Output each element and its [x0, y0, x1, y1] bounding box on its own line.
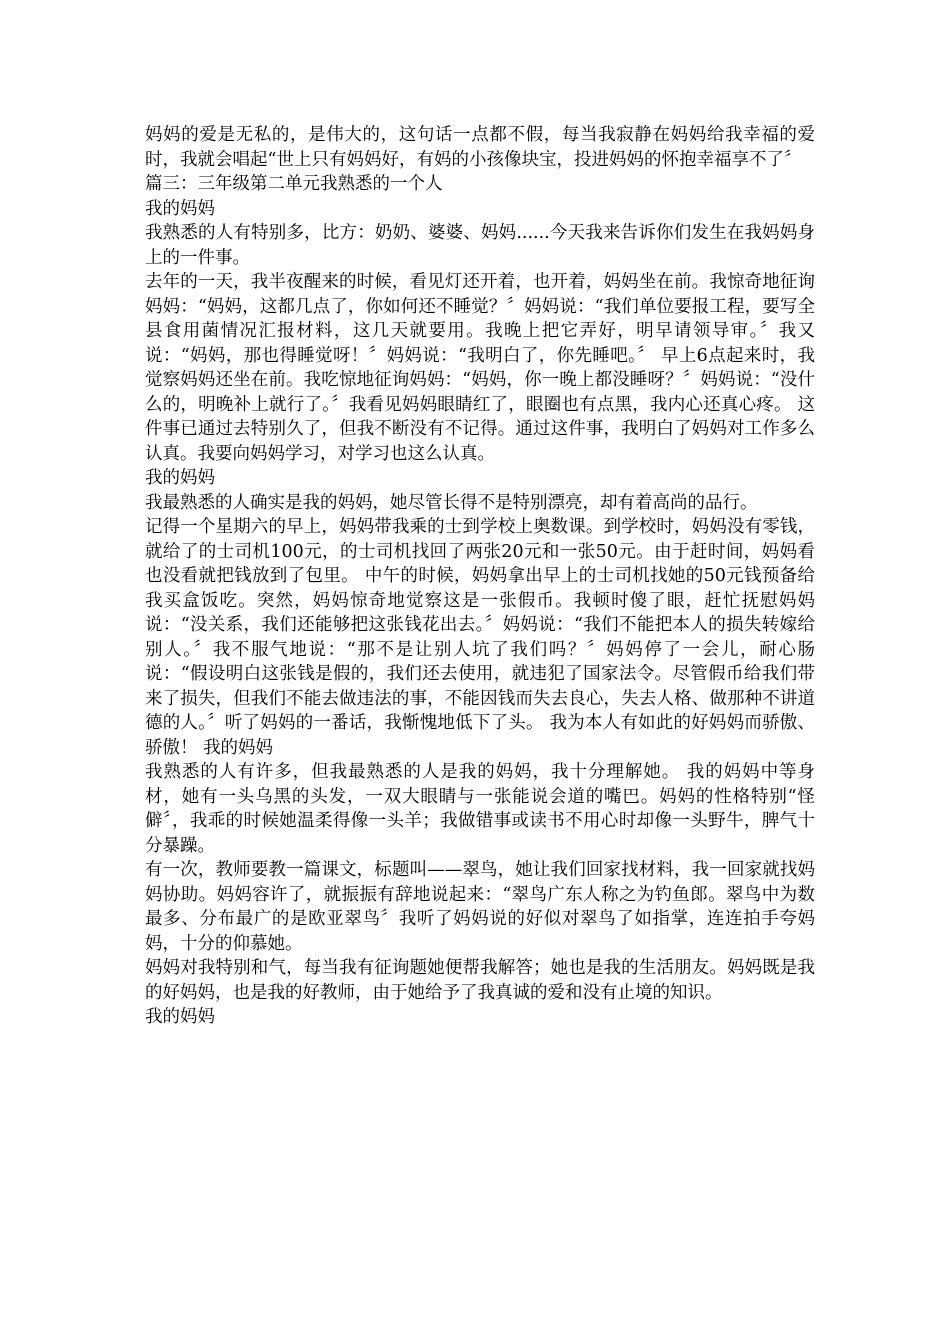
paragraph: 我熟悉的人有特别多，比方：奶奶、婆婆、妈妈......今天我来告诉你们发生在我妈妈身上的一件事。 — [145, 223, 815, 268]
essay-title: 我的妈妈 — [145, 1007, 215, 1027]
essay-title: 我的妈妈 — [145, 468, 215, 488]
paragraph: 有一次，教师要教一篇课文，标题叫——翠鸟，她让我们回家找材料，我一回家就找妈妈协助。妈妈容许了，就振振有辞地说起来：“翠鸟广东人称之为钓鱼郎。翠鸟中为数最多、分布最广的是欧亚翠鸟〞我听了妈妈说的好似对翠鸟了如指掌，连连拍手夸妈妈，十分的仰慕她。 — [145, 860, 815, 954]
essay-title: 我的妈妈 — [145, 198, 215, 219]
paragraph-intro: 妈妈的爱是无私的，是伟大的，这句话一点都不假，每当我寂静在妈妈给我幸福的爱时，我就会唱起“世上只有妈妈好，有妈的小孩像块宝，投进妈妈的怀抱幸福享不了〞 — [145, 125, 815, 170]
paragraph: 我最熟悉的人确实是我的妈妈，她尽管长得不是特别漂亮，却有着高尚的品行。 — [145, 492, 758, 513]
paragraph: 记得一个星期六的早上，妈妈带我乘的士到学校上奥数课。到学校时，妈妈没有零钱，就给了的士司机100元，的士司机找回了两张20元和一张50元。由于赶时间，妈妈看也没看就把钱放到了包里。 中午的时候，妈妈拿出早上的士司机找她的50元钱预备给我买盒饭吃。突然，妈妈惊奇地觉察这是一张假币。我顿时傻了眼，赶忙抚慰妈妈说：“没关系，我们还能够把这张钱花出去。〞妈妈说：“我们不能把本人的损失转嫁给别人。〞我不服气地说：“那不是让别人坑了我们吗？〞妈妈停了一会儿，耐心肠说：“假设明白这张钱是假的，我们还去使用，就违犯了国家法令。尽管假币给我们带来了损失，但我们不能去做违法的事，不能因钱而失去良心，失去人格、做那种不讲道德的人。〞听了妈妈的一番话，我惭愧地低下了头。 我为本人有如此的好妈妈而骄傲、骄傲！ 我的妈妈 — [145, 517, 815, 758]
section-heading: 篇三：三年级第二单元我熟悉的一个人 — [145, 174, 443, 194]
paragraph: 去年的一天，我半夜醒来的时候，看见灯还开着，也开着，妈妈坐在前。我惊奇地征询妈妈：“妈妈，这都几点了，你如何还不睡觉？〞妈妈说：“我们单位要报工程，要写全县食用菌情况汇报材料，这几天就要用。我晚上把它弄好，明早请领导审。〞我又说：“妈妈，那也得睡觉呀！〞妈妈说：“我明白了，你先睡吧。〞 早上6点起来时，我觉察妈妈还坐在前。我吃惊地征询妈妈：“妈妈，你一晚上都没睡呀？〞妈妈说：“没什么的，明晚补上就行了。〞我看见妈妈眼睛红了，眼圈也有点黑，我内心还真心疼。 这件事已通过去特别久了，但我不断没有不记得。通过这件事，我明白了妈妈对工作多么认真。我要向妈妈学习，对学习也这么认真。 — [145, 272, 815, 464]
paragraph: 妈妈对我特别和气，每当我有征询题她便帮我解答；她也是我的生活朋友。妈妈既是我的好妈妈，也是我的好教师，由于她给予了我真诚的爱和没有止境的知识。 — [145, 958, 815, 1003]
document-body — [145, 123, 815, 1030]
paragraph: 我熟悉的人有许多，但我最熟悉的人是我的妈妈，我十分理解她。 我的妈妈中等身材，她有一头乌黑的头发，一双大眼睛与一张能说会道的嘴巴。妈妈的性格特别“怪僻〞，我乖的时候她温柔得像一头羊；我做错事或读书不用心时却像一头野牛，脾气十分暴躁。 — [145, 762, 815, 856]
